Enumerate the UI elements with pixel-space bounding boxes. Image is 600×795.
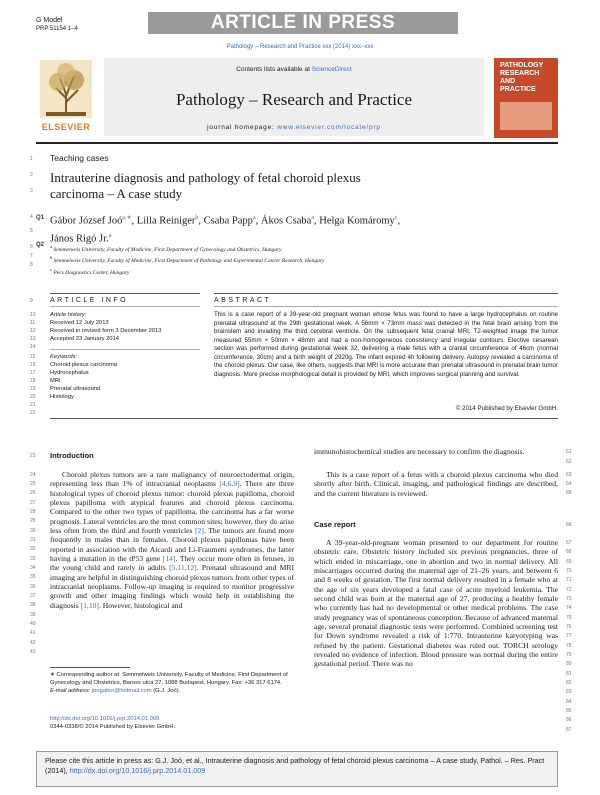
model-label: G Model [36, 17, 63, 24]
line-number: 37 [30, 593, 36, 599]
publisher-name: ELSEVIER [41, 122, 91, 132]
article-in-press-banner: ARTICLE IN PRESS [148, 12, 458, 34]
author-affil-sup: a [311, 215, 314, 221]
line-number: 2 [30, 172, 33, 178]
line-number: 42 [30, 640, 36, 646]
affiliations: $^a$ Semmelweis University, Faculty of Medicine, First Department of Gynecology and Obstetrics, Hungary $^b$ Semmelweis University, Faculty of Medicine, First Department of Pathology and Experimental Cancer Research, Hungary $^c$ Pécs Diagnostics Center, Hungary [50, 244, 325, 276]
line-number: 27 [30, 500, 36, 506]
author-name[interactable]: , Helga Komáromy [314, 215, 395, 227]
line-number: 75 [566, 615, 572, 621]
keywords-rule [50, 349, 200, 350]
line-number: 11 [30, 320, 36, 326]
line-number: 69 [566, 559, 572, 565]
line-number: 73 [566, 596, 572, 602]
author-affil-sup: b [195, 215, 199, 221]
journal-title: Pathology – Research and Practice [175, 90, 413, 109]
line-number: 28 [30, 509, 36, 515]
journal-homepage-line [104, 124, 484, 131]
homepage-label: journal homepage: [207, 124, 278, 131]
line-number: 63 [566, 472, 572, 478]
line-number: 39 [30, 612, 36, 618]
keyword: Hydrocephalus [50, 370, 89, 376]
line-number: 3 [30, 188, 33, 194]
line-number: 6 [30, 244, 33, 250]
line-number: 67 [566, 540, 572, 546]
email-suffix: (G.J. Joó). [151, 688, 181, 694]
query-mark-q1: Q1 [36, 215, 45, 221]
line-number: 19 [30, 386, 36, 392]
line-number: 80 [566, 661, 572, 667]
copyright-line: © 2014 Published by Elsevier GmbH. [455, 405, 558, 412]
email-label: E-mail address: [50, 688, 92, 694]
line-number: 68 [566, 549, 572, 555]
line-number: 23 [30, 453, 36, 459]
line-number: 1 [30, 156, 33, 162]
revised-date: Received in revised form 3 December 2013 [50, 328, 162, 334]
introduction-paragraph: Choroid plexus tumors are a rare malignancy of neuroectodermal origin, representing less than 1% of intracranial neoplasms [4,6,9]. There are three histological types of choroid plexus tumor: choroid plexus papilloma, choroid plexus papilloma with atypical features and choroid plexus carcinoma. Compared to the other two types of papilloma, the carcinoma has a far worse prognosis. Lateral ventricles are the most common sites; however, they do arise less often from the third and fourth ventricles [2]. The tumors are found more frequently in males than in females. Choroid plexus papillomas have been reported in association with the Aicardi and Li-Fraumeni syndromes, the latter having a mutation in the tP53 gene [14]. They occur more often in fetuses, in the young child and rarely in adults [5,11,12]. Prenatal ultrasound and MRI imaging are helpful in distinguishing choroid plexus tumors from other types of intracranial neoplasms. Follow-up imaging is required to monitor progressive growth and other imaging findings which would help in establishing the diagnosis [1,10]. However, histological and [50, 470, 294, 610]
line-number: 78 [566, 643, 572, 649]
article-ref-code: PRP 51154 1–4 [36, 26, 78, 32]
case-report-heading: Case report [314, 520, 356, 529]
line-number: 14 [30, 344, 36, 350]
keywords-label: Keywords: [50, 354, 78, 360]
line-number: 70 [566, 568, 572, 574]
citation-ref[interactable]: [4,6,9] [219, 479, 240, 489]
keyword: MRI [50, 378, 61, 384]
line-number: 9 [30, 298, 33, 304]
line-number: 72 [566, 587, 572, 593]
citation-ref[interactable]: [5,11,12] [169, 563, 197, 573]
line-number: 41 [30, 630, 36, 636]
line-number: 62 [566, 459, 572, 465]
issn-line: 0344-0338/© 2014 Published by Elsevier GmbH. [50, 724, 176, 730]
affiliation-a: Semmelweis University, Faculty of Medicine, First Department of Gynecology and Obstetrics, Hungary [53, 246, 282, 253]
cover-title: PATHOLOGY RESEARCH AND PRACTICE [500, 62, 544, 93]
article-info-subrule [50, 306, 200, 307]
abstract-text: This is a case report of a 39-year-old pregnant woman whose fetus was found to have a large hydrocephalus on routine prenatal ultrasound at the 29th gestational week. A 56mm × 73mm mass was detected in the fetal brain arising from the brainstem and invading the third cerebral ventricle. On the subsequent fetal cranial MRI, T2-weighted image the tumor measured 55mm × 50mm × 48mm and had a non-homogeneous consistency and irregular contours. Elective cesarean section was performed during gestational week 32, delivering a male fetus with a cranial circumference of 46cm (normal circumference, 30cm) and a birth weight of 2920g. The infant expired 4h following delivery. Autopsy revealed a carcinoma of the choroid plexus. Our case, like others, suggests that MRI is more accurate than prenatal ultrasound in prenatal brain tumor diagnosis. More precise morphological detail is provided by MRI, which improves surgical planning and survival. [214, 311, 558, 378]
keyword: Histology [50, 394, 74, 400]
line-number: 31 [30, 537, 36, 543]
author-affil-sup: c [394, 215, 398, 221]
case-report-paragraph: A 39-year-old-pregnant woman presented to our department for routine obstetric care. Obstetric history included six previous pregnancies, three of which ended in miscarriage, one in abortion and two in normal delivery. All miscarriages occurred during the maternal age of 21–26 years, and between 6 and 8 weeks of gestation. The first normal delivery resulted in a female who at the age of six years developed a fatal case of acute myeloid leukemia. The second child was born at the maternal age of 27, producing a healthy female who currently has had no developmental or other medical problems. The case study pregnancy was of spontaneous conception. Because of advanced maternal age, several prenatal diagnostic tests were performed. Combined screening test for Down syndrome revealed a risk of 1:770. Intrauterine karyotyping was refused by the patient. Gestational diabetes was ruled out. TORCH serology revealed no evidence of infection. Blood pressure was normal during the entire gestational period. There was no [314, 538, 558, 669]
footnote-rule [50, 667, 130, 668]
line-number: 24 [30, 472, 36, 478]
line-number: 81 [566, 671, 572, 677]
line-number: 25 [30, 481, 36, 487]
line-number: 29 [30, 518, 36, 524]
line-number: 43 [30, 649, 36, 655]
line-number: 35 [30, 574, 36, 580]
line-number: 79 [566, 652, 572, 658]
line-number: 61 [566, 449, 572, 455]
line-number: 77 [566, 633, 572, 639]
contents-prefix: Contents lists available at [236, 66, 312, 73]
line-number: 20 [30, 394, 36, 400]
header-rule [36, 142, 558, 144]
keywords-block [50, 353, 200, 401]
history-label: Article history: [50, 312, 87, 318]
line-number: 7 [30, 253, 33, 259]
line-number: 16 [30, 362, 36, 368]
author-name[interactable]: János Rigó Jr. [50, 233, 109, 244]
contents-line [104, 66, 484, 73]
abstract-heading: ABSTRACT [214, 297, 272, 304]
line-number: 83 [566, 689, 572, 695]
line-number: 85 [566, 708, 572, 714]
journal-top-reference[interactable]: Pathology – Research and Practice xxx (2014) xxx–xxx [226, 44, 374, 50]
line-number: 64 [566, 481, 572, 487]
article-title [50, 170, 490, 202]
line-number: 71 [566, 577, 572, 583]
line-number: 38 [30, 602, 36, 608]
author-name[interactable]: Gábor József Joó [50, 215, 123, 227]
author-affil-sup: a,∗ [122, 215, 132, 221]
article-history [50, 311, 200, 343]
author-list: Gábor József Joó$^{a,∗}$, Lilla Reiniger$^b$, Csaba Papp$^a$, Ákos Csaba$^a$, Helga Komáromy$^c$, János Rigó Jr.$^a$ [50, 215, 401, 244]
line-number: 65 [566, 490, 572, 496]
line-number: 84 [566, 699, 572, 705]
doi-link[interactable]: http://dx.doi.org/10.1016/j.prp.2014.01.009 [50, 716, 160, 722]
article-title-line-2: carcinoma – A case study [50, 186, 183, 201]
line-number: 13 [30, 336, 36, 342]
author-affil-sup: a [252, 215, 256, 221]
citation-text: Please cite this article in press as: G.J. Joó, et al., Intrauterine diagnosis and pathology of fetal choroid plexus carcinoma – A case study, Pathol. – Res. Pract (2014), [45, 756, 545, 775]
citation-doi-link[interactable]: http://dx.doi.org/10.1016/j.prp.2014.01.009 [69, 766, 206, 775]
line-number: 5 [30, 228, 33, 234]
introduction-paragraph-2: This is a case report of a fetus with a choroid plexus carcinoma who died shortly after birth. Clinical, imaging, and pathological findings are described, and the current literature is reviewed. [314, 470, 558, 498]
affiliation-c: Pécs Diagnostics Center, Hungary [53, 269, 130, 276]
introduction-paragraph-continued: immunohistochemical studies are necessary to confirm the diagnosis. [314, 447, 525, 456]
accepted-date: Accepted 23 January 2014 [50, 336, 119, 342]
keyword: Prenatal ultrasound [50, 386, 101, 392]
article-type: Teaching cases [50, 153, 109, 163]
corresponding-author-footnote [50, 671, 294, 695]
abstract-rule [214, 293, 558, 294]
received-date: Received 12 July 2013 [50, 320, 109, 326]
journal-cover-thumbnail [494, 58, 558, 138]
line-number: 34 [30, 565, 36, 571]
email-link[interactable]: joogabor@hotmail.com [91, 688, 152, 694]
line-number: 18 [30, 378, 36, 384]
elsevier-logo [36, 58, 96, 136]
citation-ref[interactable]: [2] [195, 526, 204, 536]
line-number: 26 [30, 490, 36, 496]
introduction-heading: Introduction [50, 451, 94, 460]
citation-ref[interactable]: [1,10] [80, 600, 99, 610]
line-number: 40 [30, 621, 36, 627]
sciencedirect-link[interactable]: ScienceDirect [311, 66, 352, 73]
front-matter-bottom-rule [50, 418, 558, 419]
author-affil-sup: a [108, 232, 112, 239]
line-number: 15 [30, 354, 36, 360]
please-cite-box [36, 751, 558, 787]
line-number: 17 [30, 370, 36, 376]
line-number: 30 [30, 528, 36, 534]
author-name[interactable]: , Csaba Papp [198, 215, 253, 227]
line-number: 33 [30, 556, 36, 562]
affiliation-b: Semmelweis University, Faculty of Medicine, First Department of Pathology and Experimental Cancer Research, Hungary [53, 258, 325, 265]
abstract-subrule [214, 306, 558, 307]
article-info-heading: ARTICLE INFO [50, 297, 129, 304]
author-name[interactable]: , Ákos Csaba [255, 215, 312, 227]
query-mark-q2: Q2 [36, 242, 45, 248]
line-number: 36 [30, 584, 36, 590]
line-number: 74 [566, 605, 572, 611]
line-number: 12 [30, 328, 36, 334]
author-name[interactable]: , Lilla Reiniger [131, 215, 196, 227]
line-number: 10 [30, 312, 36, 318]
line-number: 22 [30, 410, 36, 416]
cover-image [500, 102, 552, 130]
line-number: 86 [566, 717, 572, 723]
line-number: 4 [30, 214, 33, 220]
line-number: 32 [30, 546, 36, 552]
citation-ref[interactable]: [14] [162, 554, 176, 564]
line-number: 76 [566, 624, 572, 630]
article-info-rule [50, 293, 200, 294]
doi-block [50, 715, 294, 731]
line-number: 87 [566, 727, 572, 733]
article-title-line-1: Intrauterine diagnosis and pathology of fetal choroid plexus [50, 170, 361, 185]
line-number: 21 [30, 402, 36, 408]
homepage-link[interactable]: www.elsevier.com/locate/prp [277, 124, 381, 131]
line-number: 82 [566, 680, 572, 686]
line-number: 66 [566, 522, 572, 528]
line-number: 8 [30, 262, 33, 268]
keyword: Choroid plexus carcinoma [50, 362, 118, 368]
footnote-text: ∗ Corresponding author at: Semmelweis University, Faculty of Medicine, First Department of Gynecology and Obstetrics, Baross utca 27, 1088 Budapest, Hungary. Fax: +36 317 6174. [50, 672, 288, 686]
